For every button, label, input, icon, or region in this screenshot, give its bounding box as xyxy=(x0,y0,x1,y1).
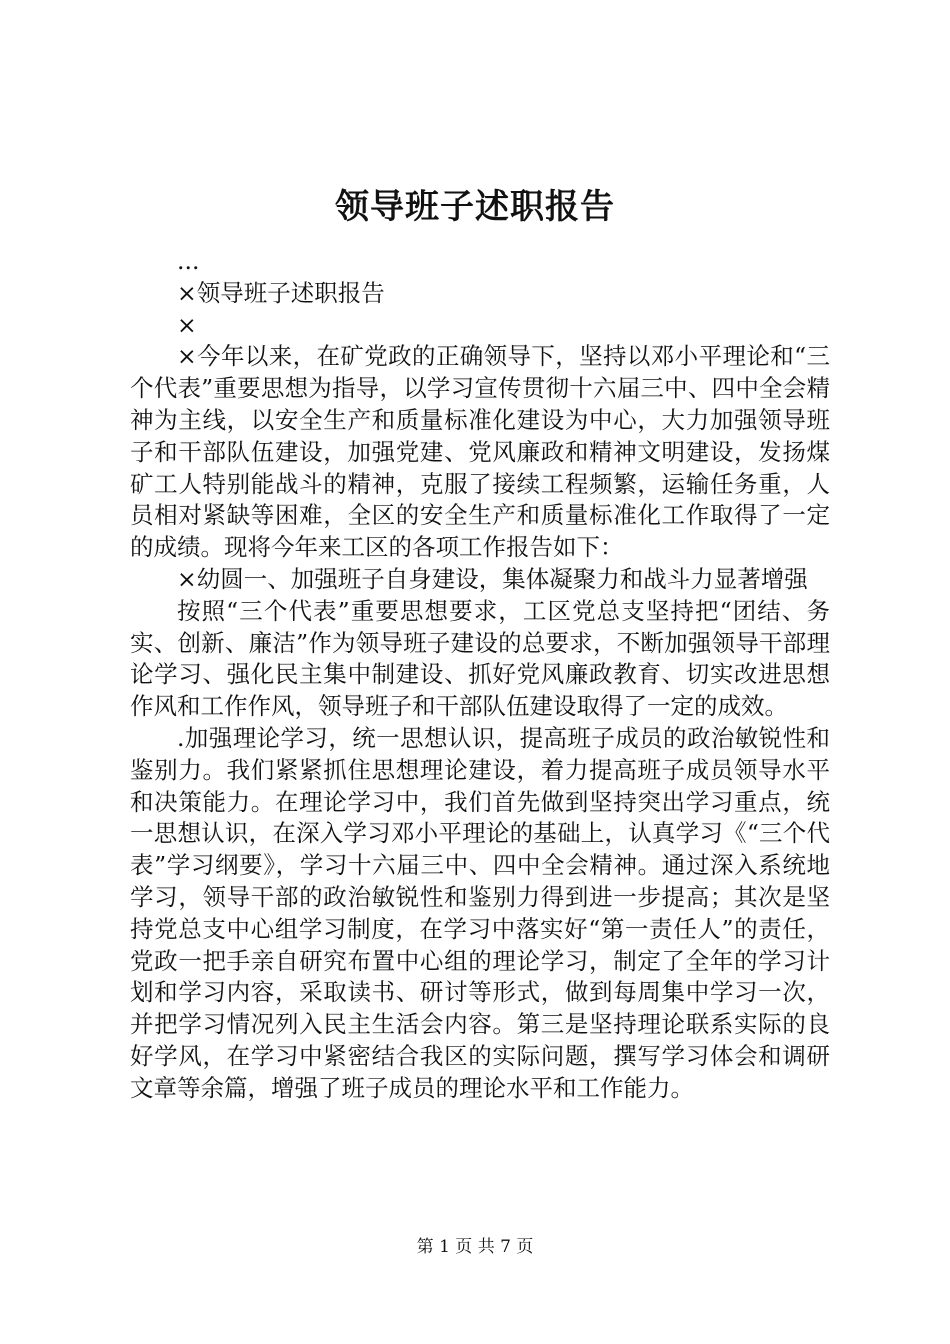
paragraph-marker: × xyxy=(177,310,197,339)
document-body xyxy=(130,246,830,1105)
document-title: 领导班子述职报告 xyxy=(335,187,615,227)
paragraph-section-1: 按照“三个代表”重要思想要求，工区党总支坚持把“团结、务实、创新、廉洁”作为领导班子建设的总要求，不断加强领导干部理论学习、强化民主集中制建设、抓好党风廉政教育、切实改进思想作风和工作作风，领导班子和干部队伍建设取得了一定的成效。 xyxy=(130,596,830,721)
paragraph-theory-study: .加强理论学习，统一思想认识，提高班子成员的政治敏锐性和鉴别力。我们紧紧抓住思想理论建设，着力提高班子成员领导水平和决策能力。在理论学习中，我们首先做到坚持突出学习重点，统一思想认识，在深入学习邓小平理论的基础上，认真学习《“三个代表”学习纲要》，学习十六届三中、四中全会精神。通过深入系统地学习，领导干部的政治敏锐性和鉴别力得到进一步提高；其次是坚持党总支中心组学习制度，在学习中落实好“第一责任人”的责任，党政一把手亲自研究布置中心组的理论学习，制定了全年的学习计划和学习内容，采取读书、研讨等形式，做到每周集中学习一次，并把学习情况列入民主生活会内容。第三是坚持理论联系实际的良好学风，在学习中紧密结合我区的实际问题，撰写学习体会和调研文章等余篇，增强了班子成员的理论水平和工作能力。 xyxy=(130,723,830,1102)
page-footer: 第 1 页 共 7 页 xyxy=(416,1237,534,1257)
paragraph-intro: ×今年以来，在矿党政的正确领导下，坚持以邓小平理论和“三个代表”重要思想为指导，以学习宣传贯彻十六届三中、四中全会精神为主线，以安全生产和质量标准化建设为中心，大力加强领导班子和干部队伍建设，加强党建、党风廉政和精神文明建设，发扬煤矿工人特别能战斗的精神，克服了接续工程频繁，运输任务重，人员相对紧缺等困难，全区的安全生产和质量标准化工作取得了一定的成绩。现将今年来工区的各项工作报告如下： xyxy=(130,342,830,562)
paragraph-subtitle: ×领导班子述职报告 xyxy=(177,278,385,307)
section-heading-1: ×幼圆一、加强班子自身建设，集体凝聚力和战斗力显著增强 xyxy=(177,564,808,593)
paragraph-ellipsis: ... xyxy=(177,247,200,275)
